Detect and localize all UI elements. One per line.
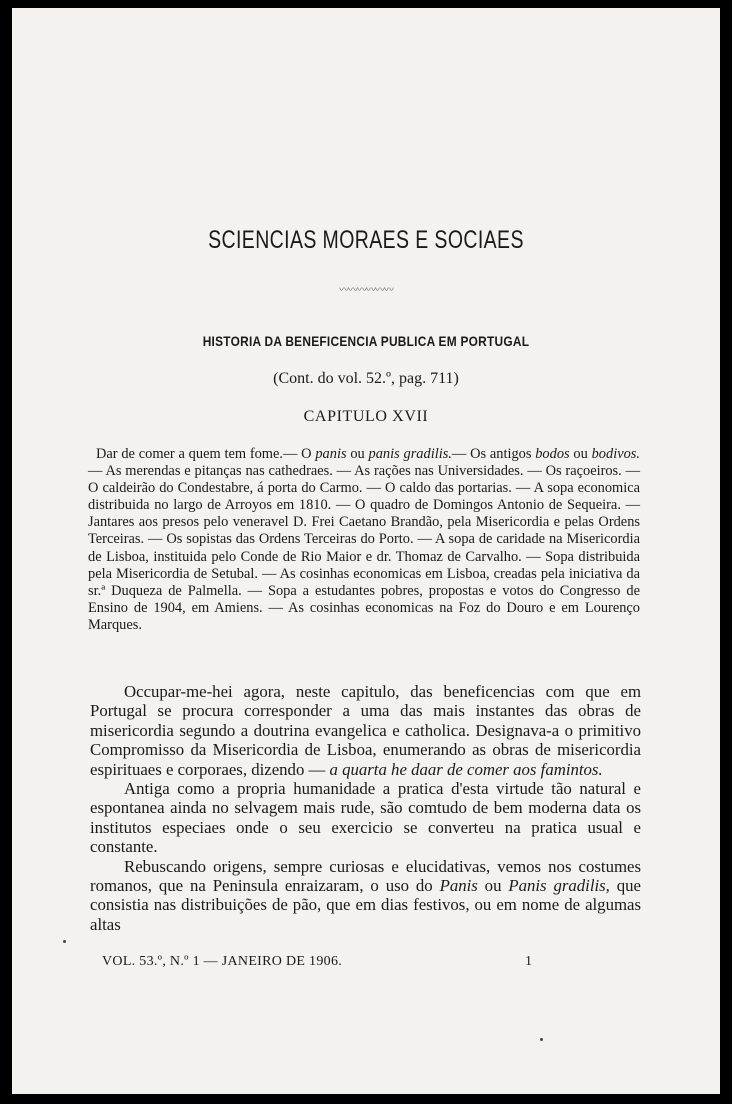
- summary-text: ou: [569, 446, 592, 462]
- body-text: [90, 682, 641, 934]
- summary-text: ou: [346, 446, 369, 462]
- title-ornament: 〰〰〰〰〰〰: [339, 285, 393, 296]
- summary-text: — As merendas e pitanças nas cathedraes. — As rações nas Universidades. — Os raçoeiros. — O caldeirão do Condestabre, á porta do Carmo. — O caldo das portarias. — A sopa economica distribuida no largo de Arroyos em 1810. — O quadro de Domingos Antonio de Sequeira. — Jantares aos presos pelo veneravel D. Frei Caetano Brandão, pela Misericordia e pelas Ordens Terceiras. — Os sopistas das Ordens Terceiras do Porto. — A sopa de caridade na Misericordia de Lisboa, instituida pelo Conde de Rio Maior e dr. Thomaz de Carvalho. — Sopa distribuida pela Misericordia de Setubal. — As cosinhas economicas em Lisboa, creadas pela iniciativa da sr.ª Duqueza de Palmella. — Sopa a estudantes pobres, propostas e votos do Congresso de Ensino de 1904, em Amiens. — As cosinhas economicas na Foz do Douro e em Lourenço Marques.: [88, 463, 640, 633]
- summary-italic: bodivos.: [591, 446, 640, 462]
- paragraph-italic: a quarta he daar de comer aos famintos.: [329, 759, 603, 779]
- continuation-note: (Cont. do vol. 52.º, pag. 711): [273, 370, 459, 387]
- section-title: SCIENCIAS MORAES E SOCIAES: [208, 226, 524, 254]
- paper-fleck: [63, 940, 66, 943]
- summary-italic: bodos: [535, 446, 570, 462]
- paragraph-text: Rebuscando origens, sempre curiosas e elucidativas, vemos nos costumes romanos, que na Peninsula enraizaram, o uso do: [90, 856, 641, 896]
- paragraph: Antiga como a propria humanidade a pratica d'esta virtude tão natural e espontanea ainda no selvagem mais rude, são comtudo de bem moderna data os institutos especiaes onde o seu exercicio se converteu na pratica usual e constante.: [90, 779, 641, 857]
- journal-page: [12, 8, 720, 1094]
- signature-mark: 1: [525, 954, 532, 969]
- summary-text: Dar de comer a quem tem fome.— O: [96, 446, 316, 462]
- chapter-heading: CAPITULO XVII: [303, 408, 429, 425]
- paragraph-text: ou: [477, 876, 509, 896]
- summary-italic: panis: [315, 446, 347, 462]
- paragraph-text: Occupar-me-hei agora, neste capitulo, das beneficencias com que em Portugal se procura corresponder a uma das mais instantes das obras de misericordia segundo a doutrina evangelica e catholica. Designava-a o primitivo Compromisso da Misericordia de Lisboa, enumerando as obras de misericordia espirituaes e corporaes, dizendo —: [90, 682, 641, 779]
- paragraph-text: que consistia nas distribuições de pão, que em dias festivos, ou em nome de algumas altas: [90, 876, 641, 934]
- chapter-summary: [88, 446, 640, 634]
- paper-fleck: [540, 1038, 543, 1041]
- article-title: HISTORIA DA BENEFICENCIA PUBLICA EM PORTUGAL: [202, 333, 530, 349]
- summary-text: — Os antigos: [451, 446, 536, 462]
- paragraph-italic: Panis: [439, 876, 478, 896]
- page-footer: VOL. 53.º, N.º 1 — JANEIRO DE 1906.: [102, 954, 343, 969]
- summary-italic: panis gradilis.: [368, 446, 452, 462]
- paragraph: [90, 857, 641, 935]
- paragraph-italic: Panis gradilis,: [508, 876, 610, 896]
- paragraph: [90, 682, 641, 779]
